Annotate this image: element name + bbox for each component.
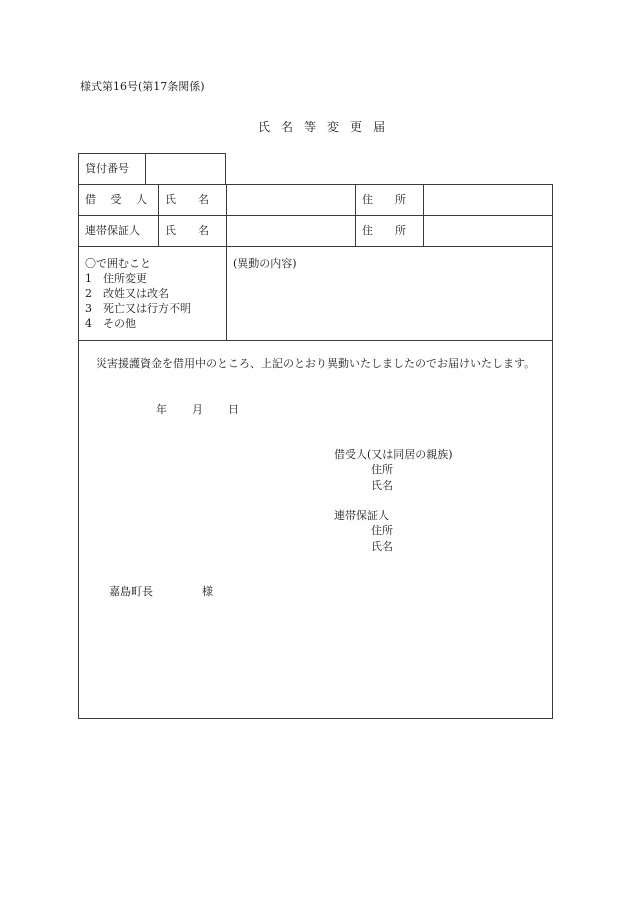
guarantor-signature-heading: 連帯保証人 [334, 509, 389, 522]
guarantor-label: 連帯保証人 [85, 224, 140, 237]
guarantor-signature-name: 氏名 [371, 540, 393, 553]
borrower-address-label: 住 所 [362, 193, 406, 206]
option-name-change[interactable]: 2 改姓又は改名 [85, 287, 169, 300]
option-address-change[interactable]: 1 住所変更 [85, 272, 147, 285]
borrower-label: 借 受 人 [85, 193, 153, 206]
form-title: 氏 名 等 変 更 届 [258, 120, 389, 134]
borrower-signature-heading: 借受人(又は同居の親族) [334, 448, 453, 461]
date-month: 月 [192, 403, 203, 416]
option-other[interactable]: 4 その他 [85, 317, 136, 330]
change-details-label: (異動の内容) [233, 257, 297, 270]
borrower-signature-name: 氏名 [371, 479, 393, 492]
options-heading: 〇で囲むこと [85, 257, 151, 270]
guarantor-name-label: 氏 名 [165, 224, 209, 237]
date-year: 年 [156, 403, 167, 416]
form-number: 様式第16号(第17条関係) [80, 80, 205, 93]
guarantor-signature-address: 住所 [371, 524, 393, 537]
date-day: 日 [228, 403, 239, 416]
guarantor-address-label: 住 所 [362, 224, 406, 237]
borrower-name-label: 氏 名 [165, 193, 209, 206]
loan-number-label: 貸付番号 [85, 162, 129, 175]
addressee-office: 嘉島町長 [109, 585, 153, 598]
borrower-signature-address: 住所 [371, 463, 393, 476]
option-death-missing[interactable]: 3 死亡又は行方不明 [85, 302, 191, 315]
addressee-honorific: 様 [202, 585, 213, 598]
statement-text: 災害援護資金を借用中のところ、上記のとおり異動いたしましたのでお届けいたします。 [96, 357, 536, 370]
